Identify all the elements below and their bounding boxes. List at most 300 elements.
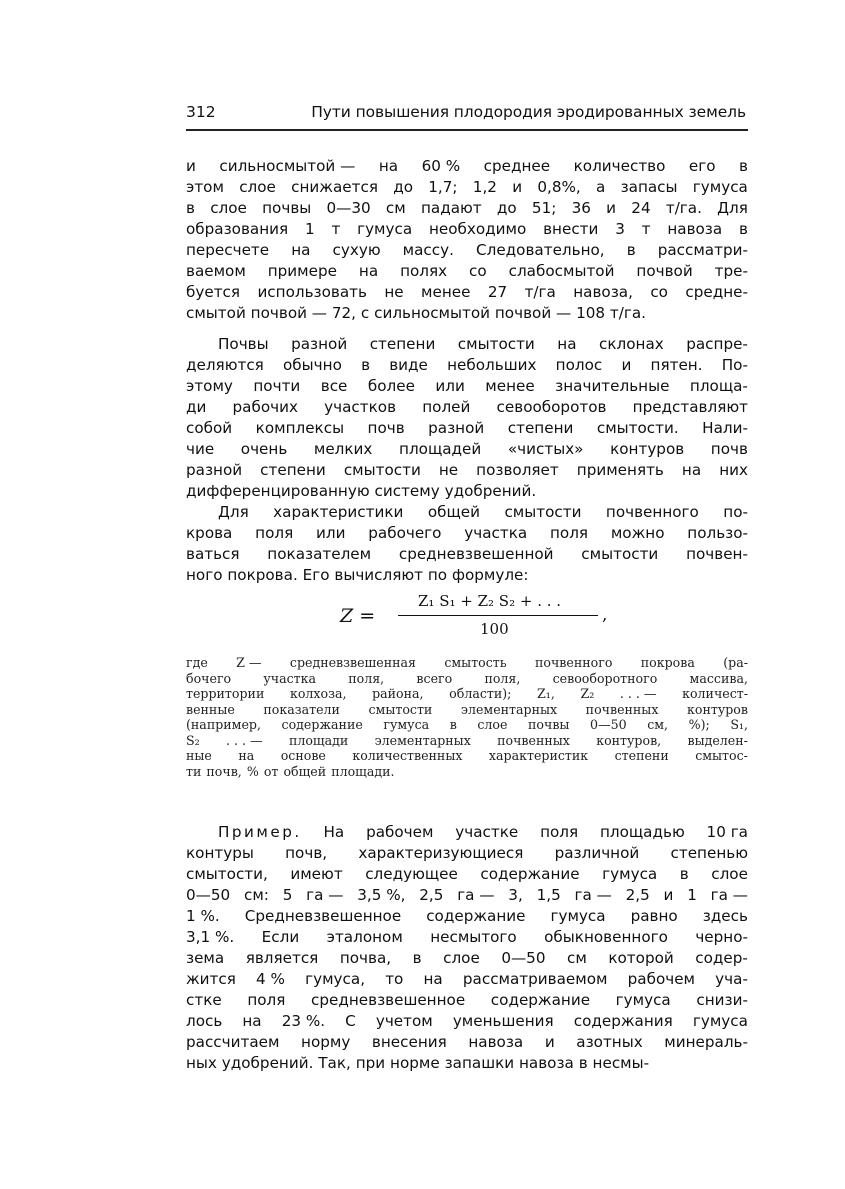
word: пятен. xyxy=(650,356,703,374)
word: гумуса xyxy=(692,1012,748,1030)
word: поля xyxy=(255,524,294,542)
word: гумуса xyxy=(692,178,748,196)
word: смытости xyxy=(368,701,433,717)
word: собой xyxy=(186,419,233,437)
word: почвы xyxy=(528,717,570,732)
word: со xyxy=(650,283,668,301)
word: поля xyxy=(540,823,579,841)
word: степени xyxy=(507,419,574,437)
word: жится xyxy=(186,970,236,988)
text-line xyxy=(186,240,748,261)
word: различной xyxy=(554,844,640,862)
text-line xyxy=(186,885,748,906)
word: крова xyxy=(186,524,233,542)
word: 5 xyxy=(282,886,293,904)
word: менее xyxy=(485,377,535,395)
word: рассматри- xyxy=(657,241,748,259)
word: элементарных xyxy=(460,701,558,717)
word: количественных xyxy=(352,748,463,763)
word: Нали- xyxy=(702,419,748,437)
text-line xyxy=(186,523,748,544)
word: ваться xyxy=(186,545,240,563)
word: черно- xyxy=(695,928,748,946)
word: содержание xyxy=(426,907,526,925)
word: ди xyxy=(186,398,207,416)
formula-lhs: Z = xyxy=(340,605,376,627)
word: них xyxy=(719,461,748,479)
word: степени xyxy=(614,748,669,763)
formula-note xyxy=(186,655,748,779)
text-line xyxy=(186,439,748,460)
word: почв xyxy=(367,419,405,437)
word: бочего xyxy=(186,670,232,686)
text-line xyxy=(186,671,748,687)
word: ваемом xyxy=(186,262,246,280)
formula-comma: , xyxy=(602,605,608,625)
word: общей xyxy=(427,503,481,521)
word: 3 xyxy=(615,220,625,238)
word: смытос- xyxy=(695,748,748,763)
word: количест- xyxy=(682,686,748,701)
word: вычисляют xyxy=(334,566,423,584)
word: Следовательно, xyxy=(476,241,605,259)
word: с xyxy=(360,304,370,322)
word: рассчитаем xyxy=(186,1033,280,1051)
word: следующее xyxy=(365,865,458,883)
word: почв, xyxy=(206,763,242,779)
word: почвенных xyxy=(585,701,659,717)
word: слое xyxy=(477,717,508,732)
word: 1 %. xyxy=(186,907,220,925)
word: (ра- xyxy=(723,655,748,670)
word: покрова xyxy=(640,655,695,670)
word: запасы xyxy=(620,178,678,196)
word: гумуса xyxy=(550,907,606,925)
word: формуле: xyxy=(451,566,529,584)
word: использовать xyxy=(257,283,367,301)
word: ного xyxy=(186,566,223,584)
word: со xyxy=(469,262,487,280)
word: все xyxy=(320,377,348,395)
word: контуры xyxy=(186,844,254,862)
word: 60 % xyxy=(421,157,461,175)
word: этому xyxy=(186,377,233,395)
word: количество xyxy=(573,157,666,175)
word: несмытого xyxy=(430,928,517,946)
text-line xyxy=(186,376,748,397)
word: от xyxy=(263,763,279,779)
word: 0,8%, xyxy=(537,178,581,196)
word: 0—50 xyxy=(501,949,546,967)
word: сильносмытой xyxy=(374,304,491,322)
word: ных xyxy=(186,1054,217,1072)
text-line xyxy=(186,303,748,324)
word: в xyxy=(626,241,636,259)
paragraph-example xyxy=(186,822,748,1074)
word: где xyxy=(186,655,208,670)
word: поля xyxy=(549,524,589,542)
word: выделен- xyxy=(687,732,748,748)
word: основе xyxy=(280,748,326,763)
word: в xyxy=(186,199,195,217)
paragraph-2 xyxy=(186,334,748,502)
word: 2,5 xyxy=(419,886,444,904)
text-line xyxy=(186,156,748,177)
text-line xyxy=(186,843,748,864)
paragraph-3 xyxy=(186,502,748,586)
word: содержание xyxy=(490,991,591,1009)
word: на xyxy=(423,970,443,988)
word: полей xyxy=(422,398,471,416)
text-line xyxy=(186,748,748,764)
word: стке xyxy=(186,991,222,1009)
word: и xyxy=(186,157,196,175)
text-line xyxy=(186,397,748,418)
word: по xyxy=(427,566,448,584)
text-line xyxy=(186,261,748,282)
word: характеристик xyxy=(488,748,589,763)
word: элементарных xyxy=(374,732,471,748)
word: в xyxy=(361,356,371,374)
text-line xyxy=(186,460,748,481)
formula-numerator: Z₁ S₁ + Z₂ S₂ + . . . xyxy=(418,592,562,610)
word: участка xyxy=(263,670,317,686)
word: 1 xyxy=(304,220,315,238)
word: га — xyxy=(574,886,612,904)
word: Z₁, xyxy=(537,686,555,701)
word: показатели xyxy=(263,701,340,717)
word: венные xyxy=(186,701,235,717)
word: слое xyxy=(711,865,748,883)
word: почвой xyxy=(636,262,693,280)
text-line xyxy=(186,948,748,969)
word: смытости xyxy=(343,461,421,479)
word: На xyxy=(323,823,345,841)
header-rule xyxy=(186,129,748,131)
word: ти xyxy=(186,763,202,779)
word: падают xyxy=(420,199,482,217)
word: применять xyxy=(576,461,664,479)
word: примере xyxy=(267,262,337,280)
word: полос xyxy=(555,356,603,374)
word: степенью xyxy=(670,844,748,862)
word: почвенного xyxy=(535,655,613,670)
word: содержания xyxy=(573,1012,673,1030)
word: средневзвешенная xyxy=(289,655,416,670)
word: почвой — xyxy=(250,304,327,322)
word: в xyxy=(578,1054,588,1072)
word: буется xyxy=(186,283,241,301)
word: позволяет xyxy=(476,461,559,479)
word: запашки xyxy=(444,1054,515,1072)
word: снижается xyxy=(291,178,378,196)
word: несмы- xyxy=(592,1054,650,1072)
word: до xyxy=(496,199,517,217)
word: имеют xyxy=(290,865,343,883)
word: всего xyxy=(416,670,453,686)
text-line xyxy=(186,990,748,1011)
formula xyxy=(340,592,610,642)
word: поля, xyxy=(484,670,521,686)
word: сильносмытой — xyxy=(219,157,356,175)
word: 72, xyxy=(331,304,357,322)
word: в xyxy=(739,220,748,238)
word: мелких xyxy=(313,440,373,458)
word: содер- xyxy=(695,949,748,967)
page-number: 312 xyxy=(186,103,216,121)
word: 1 xyxy=(687,886,697,904)
text-line xyxy=(186,1011,748,1032)
word: зема xyxy=(186,949,225,967)
word: норму xyxy=(301,1033,351,1051)
word: площадью xyxy=(599,823,685,841)
word: почвен- xyxy=(686,545,748,563)
word: территории xyxy=(186,686,265,701)
word: уча- xyxy=(715,970,748,988)
word: внесения xyxy=(371,1033,447,1051)
word: значительные xyxy=(555,377,670,395)
word: Почвы xyxy=(218,335,269,353)
word: снизи- xyxy=(696,991,748,1009)
word: 36 xyxy=(571,199,591,217)
word: на xyxy=(242,1012,262,1030)
word: удобрений. xyxy=(444,482,537,500)
text-line xyxy=(186,177,748,198)
word: разной xyxy=(428,419,485,437)
word: см, xyxy=(647,717,669,732)
text-line xyxy=(186,927,748,948)
text-line xyxy=(186,334,748,355)
word: колхоза, xyxy=(289,686,347,701)
word: поля xyxy=(247,991,286,1009)
word: см xyxy=(385,199,406,217)
word: или xyxy=(435,377,465,395)
word: %); xyxy=(688,717,710,732)
text-line xyxy=(186,702,748,718)
word: рассматриваемом xyxy=(462,970,608,988)
text-line xyxy=(186,717,748,733)
word: S₂ xyxy=(186,732,200,748)
word: Z — xyxy=(236,655,262,670)
word: или xyxy=(316,524,346,542)
word: склонах xyxy=(599,335,664,353)
word: По- xyxy=(721,356,748,374)
word: области); xyxy=(449,686,512,701)
word: и xyxy=(621,356,632,374)
word: 1,5 xyxy=(536,886,561,904)
text-line xyxy=(186,565,748,586)
word: площади xyxy=(288,732,349,748)
word: 108 xyxy=(576,304,606,322)
word: почвы xyxy=(262,199,312,217)
word: т/га xyxy=(524,283,556,301)
word: удобрений. xyxy=(221,1054,314,1072)
word: рабочем xyxy=(627,970,696,988)
word: полях xyxy=(400,262,448,280)
word: этом xyxy=(186,178,224,196)
word: показателем xyxy=(267,545,372,563)
word: см: xyxy=(243,886,269,904)
word: навоза xyxy=(667,220,723,238)
word: среднее xyxy=(483,157,551,175)
word: площадей xyxy=(399,440,482,458)
word: азотных xyxy=(576,1033,643,1051)
word: почвенных xyxy=(497,732,570,748)
word: га — xyxy=(710,886,748,904)
text-line xyxy=(186,1053,748,1074)
word: распре- xyxy=(686,335,748,353)
word: массива, xyxy=(689,670,748,686)
word: 24 xyxy=(631,199,651,217)
word: севооборотов xyxy=(496,398,607,416)
word: % xyxy=(246,763,259,779)
word: гумуса xyxy=(383,717,430,732)
word: смытость xyxy=(444,655,507,670)
word: минераль- xyxy=(664,1033,748,1051)
word: почвенного xyxy=(605,503,699,521)
text-line xyxy=(186,282,748,303)
word: 0—50 xyxy=(590,717,627,732)
text-line xyxy=(186,418,748,439)
word: чие xyxy=(186,440,215,458)
word: комплексы xyxy=(255,419,345,437)
word: т xyxy=(331,220,341,238)
word: S₁, xyxy=(730,717,748,732)
word: Его xyxy=(302,566,330,584)
text-line xyxy=(186,355,748,376)
word: Z₂ xyxy=(580,686,595,701)
word: почти xyxy=(253,377,301,395)
word: Если xyxy=(261,928,300,946)
word: гумуса xyxy=(602,865,658,883)
word: слабосмытой xyxy=(508,262,615,280)
word: на xyxy=(557,335,577,353)
word: рабочем xyxy=(366,823,434,841)
word: содержание xyxy=(480,865,580,883)
word: 27 xyxy=(487,283,508,301)
word: рабочего xyxy=(368,524,442,542)
word: т/га. xyxy=(665,199,702,217)
word: т xyxy=(641,220,651,238)
text-line xyxy=(186,764,748,780)
text-line xyxy=(186,481,748,502)
word: 51; xyxy=(531,199,557,217)
word: можно xyxy=(610,524,665,542)
word: 0—30 xyxy=(326,199,371,217)
word: образования xyxy=(186,220,289,238)
word: контуров, xyxy=(596,732,662,748)
word: и xyxy=(512,178,523,196)
word: сухую xyxy=(332,241,381,259)
word: на xyxy=(291,241,311,259)
word: почв xyxy=(710,440,748,458)
word: 2,5 xyxy=(625,886,650,904)
word: лось xyxy=(186,1012,223,1030)
word: деляются xyxy=(186,356,264,374)
word: содержание xyxy=(281,717,363,732)
text-line xyxy=(186,655,748,671)
word: смытости, xyxy=(186,865,268,883)
text-line xyxy=(186,686,748,702)
word: Для xyxy=(218,503,249,521)
word: массу. xyxy=(402,241,454,259)
word: Пример. xyxy=(218,823,302,841)
word: характеризующиеся xyxy=(358,844,524,862)
word: на xyxy=(378,157,399,175)
word: на xyxy=(681,461,702,479)
word: норме xyxy=(390,1054,440,1072)
word: очень xyxy=(240,440,288,458)
text-line xyxy=(186,219,748,240)
word: разной xyxy=(186,461,243,479)
text-line xyxy=(186,544,748,565)
word: по- xyxy=(723,503,748,521)
formula-denominator: 100 xyxy=(480,620,509,638)
word: на xyxy=(238,748,255,763)
word: площа- xyxy=(689,377,748,395)
word: учетом xyxy=(375,1012,433,1030)
word: смытости xyxy=(457,335,535,353)
text-line xyxy=(186,198,748,219)
word: смытости xyxy=(581,545,659,563)
word: участке xyxy=(455,823,519,841)
word: характеристики xyxy=(273,503,404,521)
word: внести xyxy=(543,220,599,238)
word: контуров xyxy=(610,440,685,458)
word: участков xyxy=(324,398,397,416)
word: см xyxy=(567,949,587,967)
text-line xyxy=(186,906,748,927)
word: С xyxy=(345,1012,356,1030)
word: . . . — xyxy=(226,732,263,748)
word: разной xyxy=(291,335,348,353)
text-line xyxy=(186,969,748,990)
word: и xyxy=(606,199,617,217)
word: гумуса xyxy=(615,991,671,1009)
word: почвой — xyxy=(494,304,572,322)
word: является xyxy=(245,949,319,967)
word: смытости. xyxy=(596,419,679,437)
word: навоза xyxy=(468,1033,524,1051)
text-line xyxy=(186,822,748,843)
word: уменьшения xyxy=(452,1012,554,1030)
word: небольших xyxy=(447,356,537,374)
word: более xyxy=(367,377,415,395)
word: эталоном xyxy=(326,928,403,946)
word: севооборотного xyxy=(552,670,658,686)
text-line xyxy=(186,733,748,749)
word: 4 % xyxy=(256,970,285,988)
word: га — xyxy=(306,886,344,904)
word: навоза xyxy=(519,1054,574,1072)
word: 1,2 xyxy=(472,178,497,196)
word: контуров xyxy=(687,701,748,717)
word: гумуса, xyxy=(305,970,366,988)
word: которой xyxy=(608,949,674,967)
word: (например, xyxy=(186,717,261,732)
word: площади. xyxy=(331,763,395,779)
word: почв, xyxy=(285,844,328,862)
word: слое xyxy=(210,199,247,217)
word: не xyxy=(384,283,404,301)
word: и xyxy=(544,1033,555,1051)
word: смытой xyxy=(186,304,246,322)
paragraph-1 xyxy=(186,156,748,324)
word: ные xyxy=(186,748,212,763)
word: обычно xyxy=(283,356,342,374)
word: 0—50 xyxy=(186,886,231,904)
word: почва, xyxy=(339,949,392,967)
